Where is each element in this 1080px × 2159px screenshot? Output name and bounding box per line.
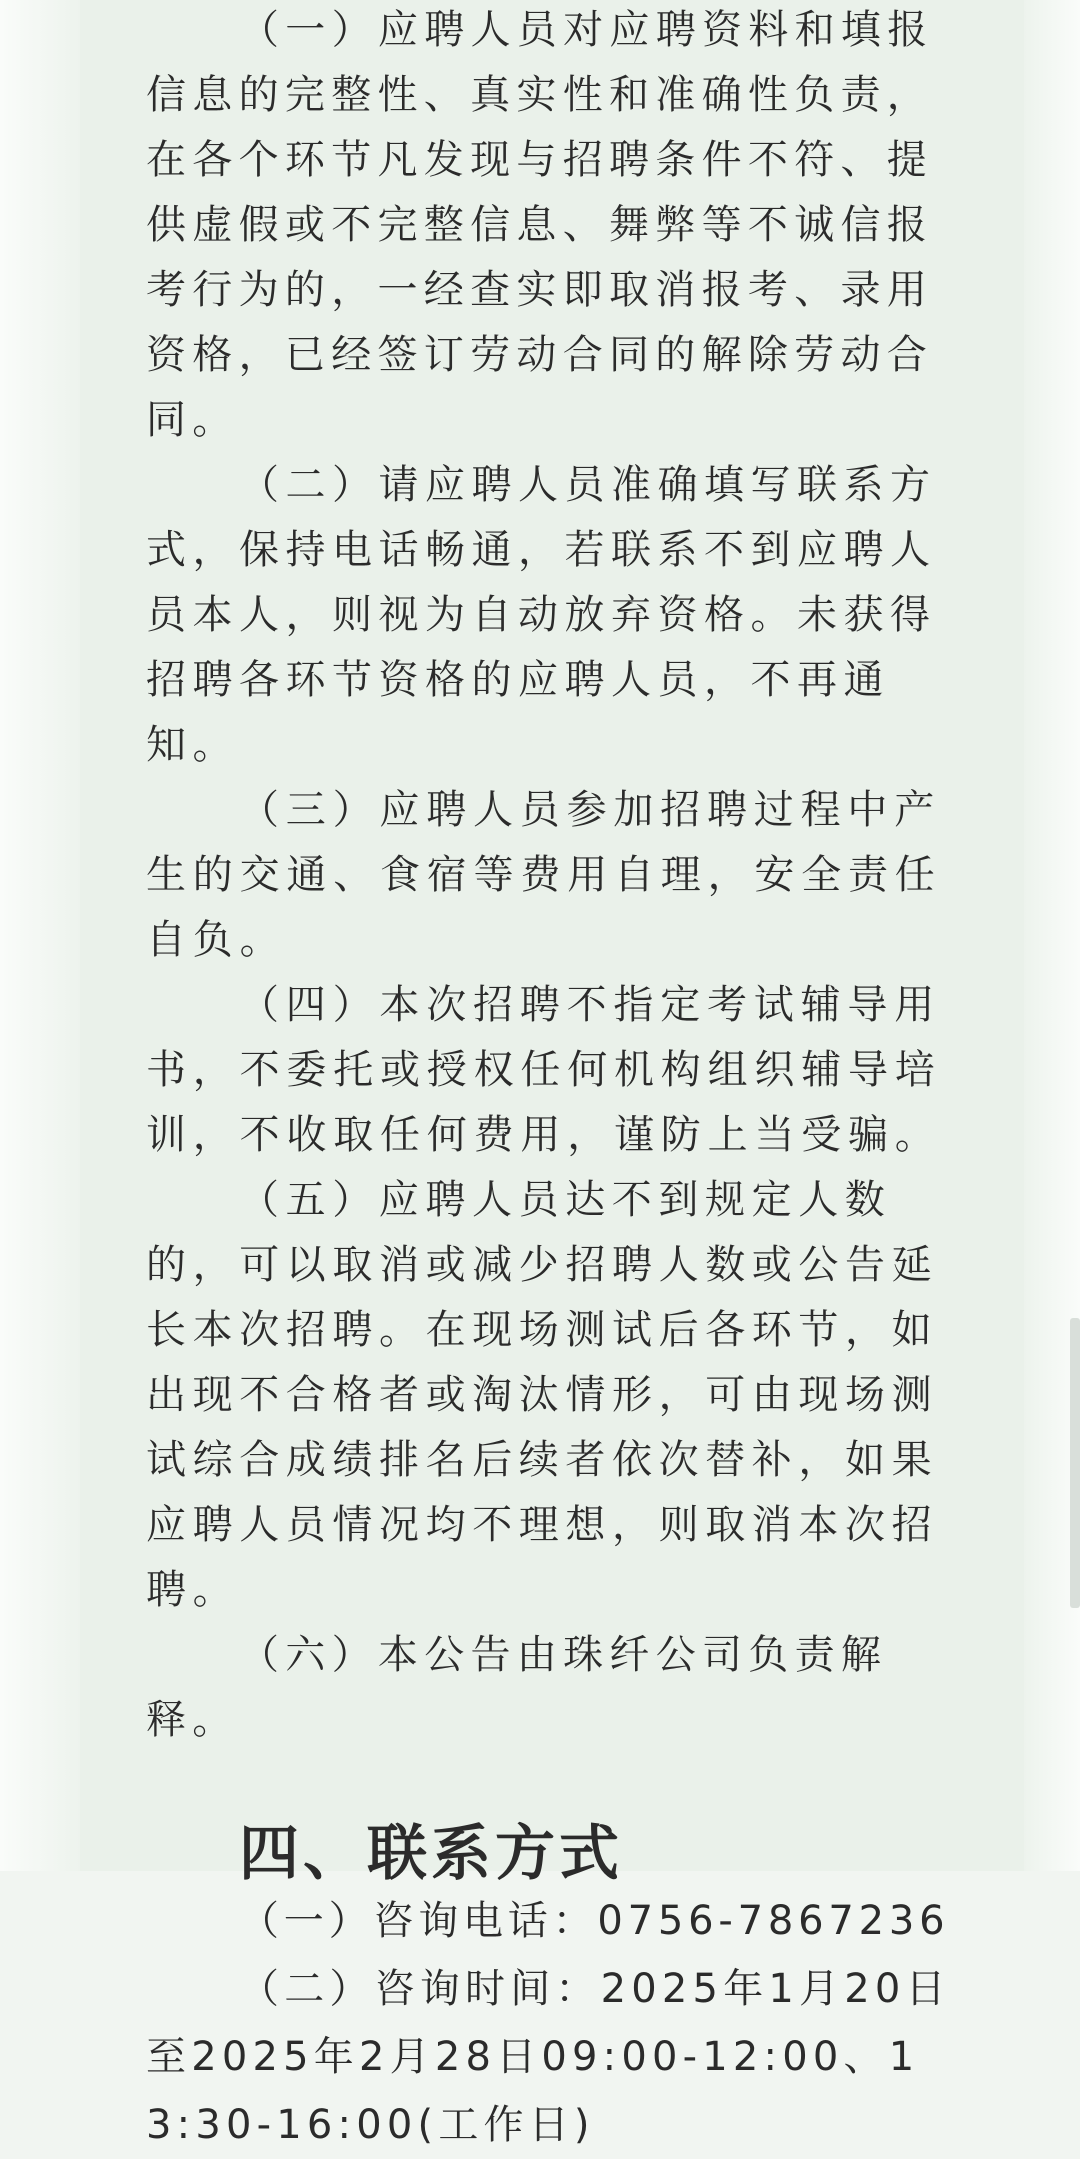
scrollbar-thumb[interactable] — [1070, 1318, 1080, 1608]
contact-phone: （一）咨询电话：0756-7867236 — [239, 1898, 950, 1944]
note-paragraph-4: （四）本次招聘不指定考试辅导用书，不委托或授权任何机构组织辅导培训，不收取任何费用，谨防上当受骗。 — [146, 982, 942, 1158]
left-margin — [0, 0, 80, 1871]
note-paragraph-1: （一）应聘人员对应聘资料和填报信息的完整性、真实性和准确性负责，在各个环节凡发现与招聘条件不符、提供虚假或不完整信息、舞弊等不诚信报考行为的，一经查实即取消报考、录用资格，已经签订劳动合同的解除劳动合同。 — [146, 7, 934, 443]
note-paragraph-2: （二）请应聘人员准确填写联系方式，保持电话畅通，若联系不到应聘人员本人，则视为自动放弃资格。未获得招聘各环节资格的应聘人员，不再通知。 — [146, 462, 937, 768]
article-body — [146, 0, 958, 2159]
note-paragraph-6: （六）本公告由珠纤公司负责解释。 — [146, 1632, 888, 1743]
contact-hours: （二）咨询时间：2025年1月20日至2025年2月28日09:00-12:00、13:30-16:00(工作日) — [146, 1966, 951, 2148]
note-paragraph-5: （五）应聘人员达不到规定人数的，可以取消或减少招聘人数或公告延长本次招聘。在现场测试后各环节，如出现不合格者或淘汰情形，可由现场测试综合成绩排名后续者依次替补，如果应聘人员情况均不理想，则取消本次招聘。 — [146, 1177, 939, 1613]
note-paragraph-3: （三）应聘人员参加招聘过程中产生的交通、食宿等费用自理，安全责任自负。 — [146, 787, 942, 963]
contact-heading: 四、联系方式 — [239, 1819, 623, 1889]
